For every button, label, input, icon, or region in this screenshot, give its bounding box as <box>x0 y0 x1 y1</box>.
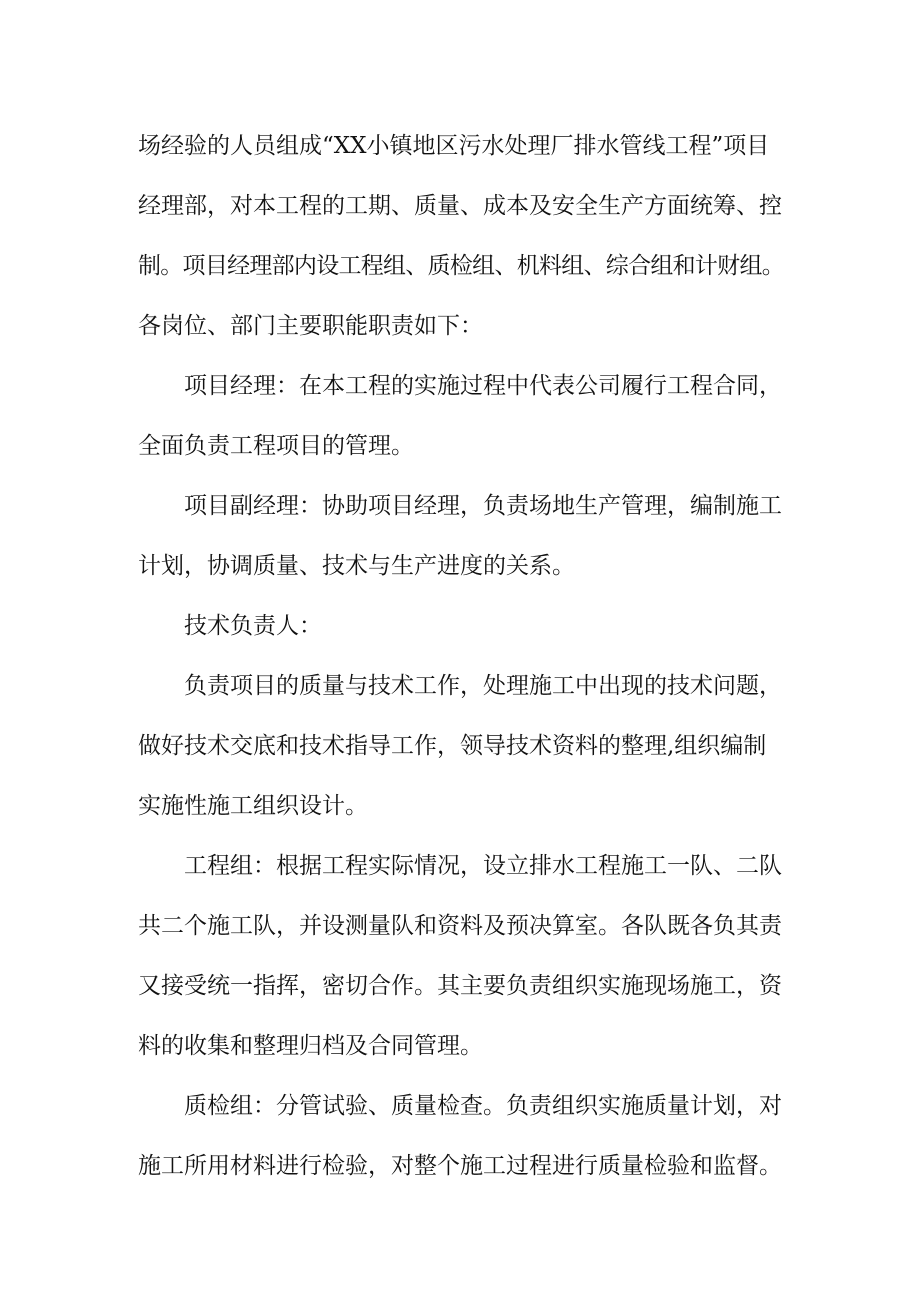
paragraph-first-line: 技术负责人： <box>184 613 322 639</box>
body-text-line: 实施性施工组织设计。 <box>138 793 368 819</box>
body-text-line: 各岗位、部门主要职能职责如下： <box>138 313 483 339</box>
body-text-line: 施工所用材料进行检验，对整个施工过程进行质量检验和监督。 <box>138 1153 782 1179</box>
body-text-line: 制。项目经理部内设工程组、质检组、机料组、综合组和计财组。 <box>138 253 785 279</box>
body-text-line: 料的收集和整理归档及合同管理。 <box>138 1033 483 1059</box>
body-text-line: 又接受统一指挥，密切合作。其主要负责组织实施现场施工，资 <box>138 973 782 999</box>
paragraph-first-line: 项目副经理：协助项目经理，负责场地生产管理，编制施工 <box>184 493 782 519</box>
body-text-line: 做好技术交底和技术指导工作，领导技术资料的整理,组织编制 <box>138 733 767 759</box>
paragraph-first-line: 工程组：根据工程实际情况，设立排水工程施工一队、二队 <box>184 853 782 879</box>
body-text-line: 经理部，对本工程的工期、质量、成本及安全生产方面统筹、控 <box>138 193 782 219</box>
body-text-line: 计划，协调质量、技术与生产进度的关系。 <box>138 553 575 579</box>
body-text-line: 共二个施工队，并设测量队和资料及预决算室。各队既各负其责 <box>138 913 782 939</box>
paragraph-first-line: 负责项目的质量与技术工作，处理施工中出现的技术问题， <box>184 673 782 699</box>
paragraph-first-line: 质检组：分管试验、质量检查。负责组织实施质量计划，对 <box>184 1093 782 1119</box>
paragraph-first-line: 项目经理：在本工程的实施过程中代表公司履行工程合同， <box>184 373 782 399</box>
body-text-line: 全面负责工程项目的管理。 <box>138 433 414 459</box>
body-text-line: 场经验的人员组成“XX小镇地区污水处理厂排水管线工程”项目 <box>138 133 770 159</box>
